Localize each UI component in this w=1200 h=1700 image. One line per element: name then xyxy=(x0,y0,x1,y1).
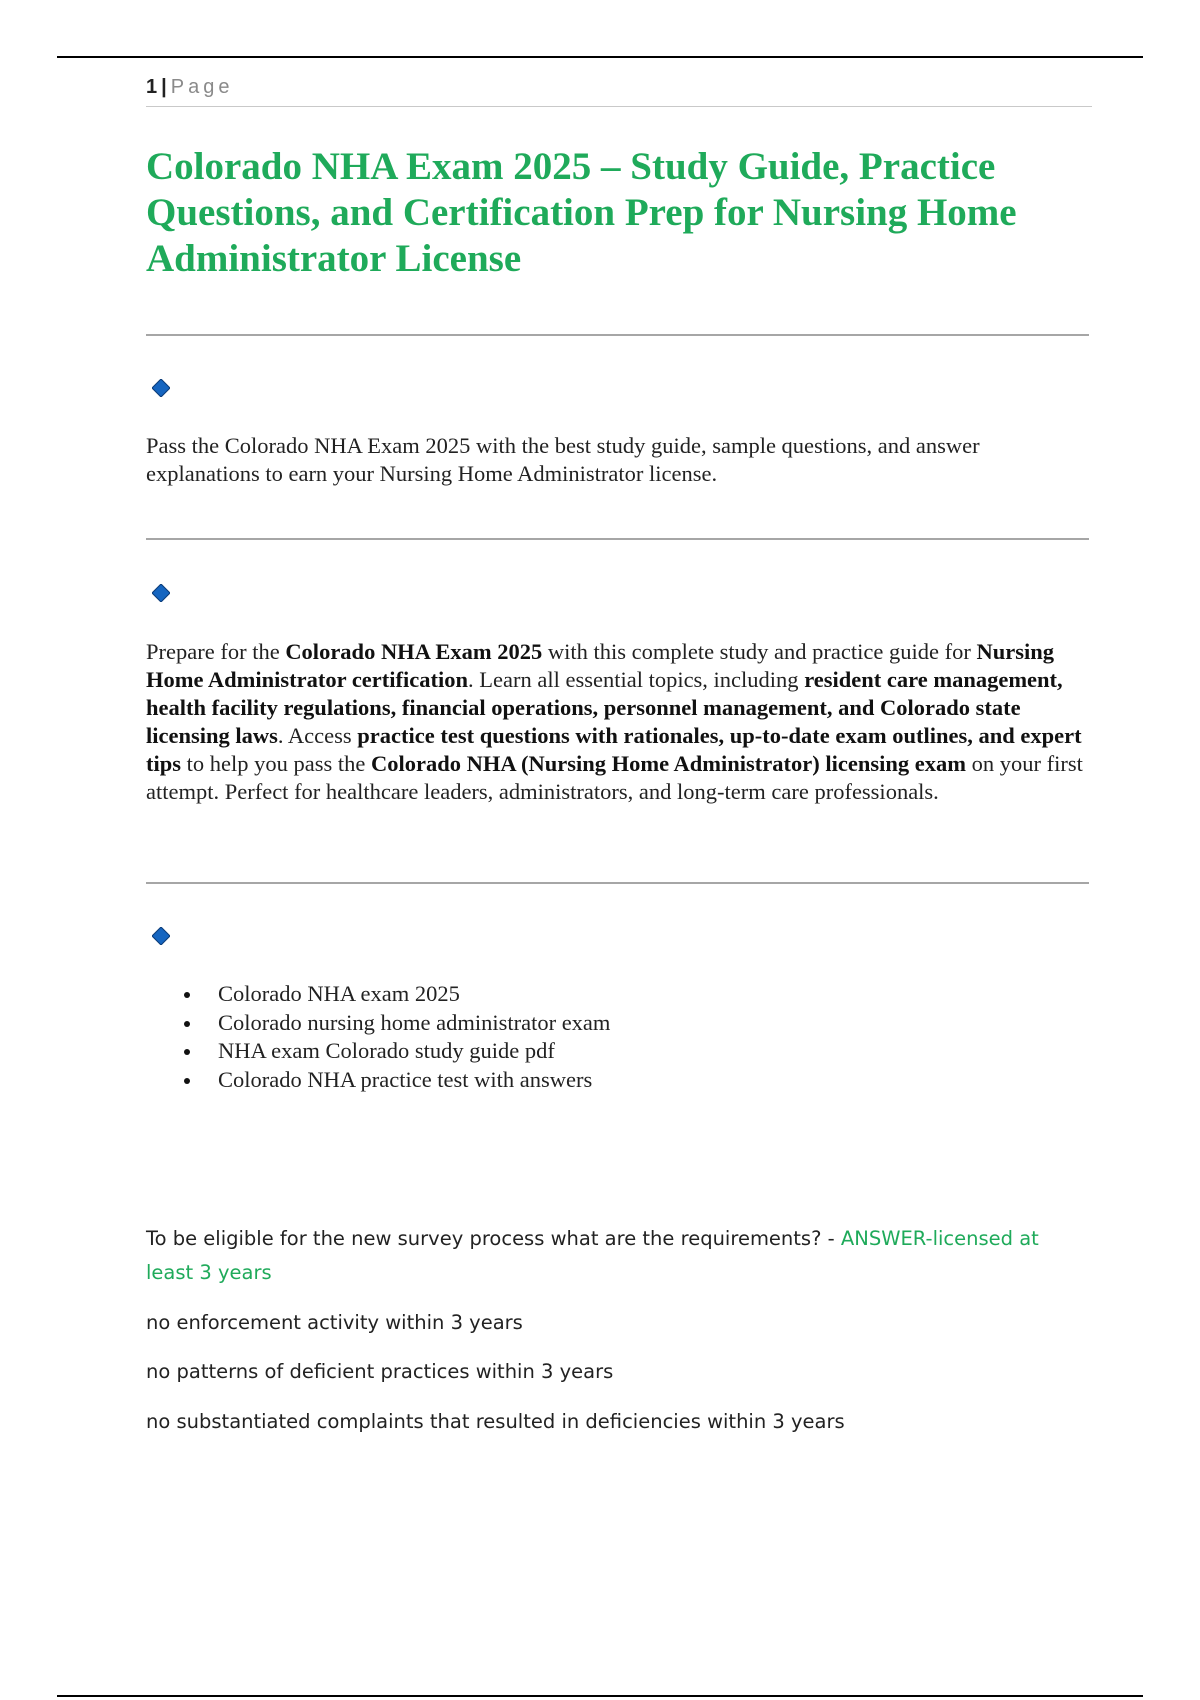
text-run: to help you pass the xyxy=(181,751,371,776)
summary-paragraph: Pass the Colorado NHA Exam 2025 with the best study guide, sample questions, and answer explanations to earn your Nursing Home Administrator license. xyxy=(146,433,980,486)
list-item: Colorado nursing home administrator exam xyxy=(218,1009,610,1038)
answer-line: no substantiated complaints that resulted in deficiencies within 3 years xyxy=(146,1410,845,1433)
answer-text: ANSWER-licensed at least 3 years xyxy=(146,1227,1039,1284)
page-number: 1 xyxy=(146,76,158,98)
answer-line: no enforcement activity within 3 years xyxy=(146,1311,523,1334)
answer-line: no patterns of deficient practices within 3 years xyxy=(146,1360,614,1383)
blue-diamond-icon xyxy=(152,379,170,397)
bold-run: practice test questions with rationales, up-to-date exam outlines, and expert tips xyxy=(146,723,1082,776)
list-item: NHA exam Colorado study guide pdf xyxy=(218,1037,610,1066)
text-run: Prepare for the xyxy=(146,639,286,664)
blue-diamond-icon xyxy=(152,927,170,945)
description-paragraph xyxy=(146,638,1090,806)
list-item: Colorado NHA exam 2025 xyxy=(218,980,610,1009)
page-separator: | xyxy=(161,76,167,98)
blue-diamond-icon xyxy=(152,584,170,602)
bold-run: resident care management, health facility regulations, financial operations, personnel management, and Colorado state licensing laws xyxy=(146,667,1063,748)
page-word: Page xyxy=(170,76,234,98)
text-run: with this complete study and practice guide for xyxy=(542,639,977,664)
question-text xyxy=(146,1222,1086,1290)
section-divider xyxy=(146,882,1089,884)
bottom-rule xyxy=(57,1695,1143,1697)
section-divider xyxy=(146,538,1089,540)
question: To be eligible for the new survey process what are the requirements? - xyxy=(146,1227,841,1250)
list-item: Colorado NHA practice test with answers xyxy=(218,1066,610,1095)
section-divider xyxy=(146,334,1089,336)
document-title: Colorado NHA Exam 2025 – Study Guide, Practice Questions, and Certification Prep for Nursing Home Administrator License xyxy=(146,145,1017,280)
text-run: . Learn all essential topics, including xyxy=(468,667,805,692)
text-run: on your first attempt. Perfect for healthcare leaders, administrators, and long-term care professionals. xyxy=(146,751,1083,804)
bold-run: Nursing Home Administrator certification xyxy=(146,639,1054,692)
bold-run: Colorado NHA Exam 2025 xyxy=(285,639,543,664)
bold-run: Colorado NHA (Nursing Home Administrator) licensing exam xyxy=(371,751,966,776)
keyword-list xyxy=(146,980,610,1094)
text-run: . Access xyxy=(277,723,358,748)
page-header xyxy=(146,74,1092,107)
top-rule xyxy=(57,56,1143,58)
